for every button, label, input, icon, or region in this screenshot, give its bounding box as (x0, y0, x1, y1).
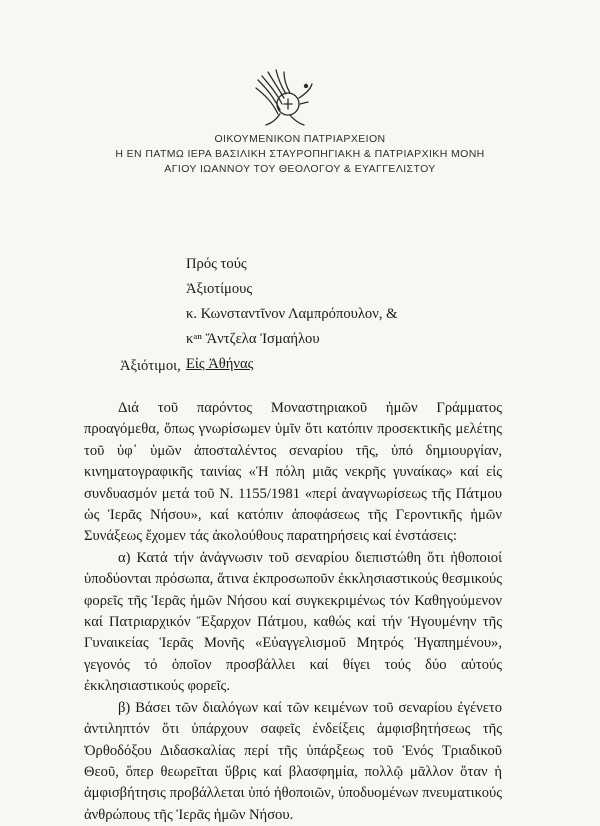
paragraph-intro: Διά τοῦ παρόντος Μοναστηριακοῦ ἡμῶν Γράμματος προαγόμεθα, ὅπως γνωρίσωμεν ὑμῖν ὅτι κατόπιν προσεκτικῆς μελέτης τοῦ ὑφ᾽ ὑμῶν ἀποσταλέντος σεναρίου τῆς, ὑπό δημιουργίαν, κινηματογραφικῆς ταινίας «Ἡ πόλη μιᾶς νεκρῆς γυναίκας» καί εἰς συνδυασμόν μετά τοῦ Ν. 1155/1981 «περί ἀναγνωρίσεως τῆς Πάτμου ὡς Ἱερᾶς Νήσου», καί κατόπιν ἀποφάσεως τῆς Γεροντικῆς ἡμῶν Συνάξεως ἔχομεν τάς ἀκολούθους παρατηρήσεις καί ἐνστάσεις: (84, 400, 502, 545)
addressee-city: Εἰς Ἀθήνας (186, 356, 254, 372)
salutation: Ἀξιότιμοι, (120, 358, 181, 374)
letter-body (84, 398, 502, 826)
paragraph-point-a: α) Κατά τήν ἀνάγνωσιν τοῦ σεναρίου διεπιστώθη ὅτι ἠθοποιοί ὑποδύονται πρόσωπα, ἅτινα ἐκπροσωποῦν ἐκκλησιαστικούς θεσμικούς φορεῖς τῆς Ἱερᾶς ἡμῶν Νήσου καί συγκεκριμένως τόν Καθηγούμενον καί Πατριαρχικόν Ἔξαρχον Πάτμου, καθώς καί τήν Ἡγουμένην τῆς Γυναικείας Ἱερᾶς Μονῆς «Εὐαγγελισμοῦ Μητρός Ἠγαπημένου», γεγονός τό ὁποῖον προσβάλλει καί θίγει τούς δύο αὐτούς ἐκκλησιαστικούς φορεῖς. (84, 549, 502, 695)
addressee-recipient-1: κ. Κωνσταντῖνον Λαμπρόπουλον, & (186, 306, 398, 322)
paragraph-point-b: β) Βάσει τῶν διαλόγων καί τῶν κειμένων τοῦ σεναρίου ἐγένετο ἀντιληπτόν ὅτι ὑπάρχουν σαφεῖς ἐνδείξεις ἀμφισβητήσεως τῆς Ὀρθοδόξου Διδασκαλίας περί τῆς ὑπάρξεως τοῦ Ἑνός Τριαδικοῦ Θεοῦ, ὅπερ θεωρεῖται ὕβρις καί βλασφημία, πολλῷ μᾶλλον ὅταν ἡ ἀμφισβήτησις προβάλλεται ὑπό ἠθοποιῶν, ὑποδυομένων πνευματικούς ἀνθρώπους τῆς Ἱερᾶς ἡμῶν Νήσου. (84, 699, 502, 823)
addressee-block (186, 252, 397, 377)
addressee-recipient-2: κᵃⁿ Ἄντζελα Ἰσμαήλου (186, 331, 320, 347)
letterhead (60, 132, 540, 177)
letterhead-saint: ΑΓΙΟΥ ΙΩΑΝΝΟΥ ΤΟΥ ΘΕΟΛΟΓΟΥ & ΕΥΑΓΓΕΛΙΣΤΟΥ (164, 163, 436, 175)
letterhead-monastery: Η ΕΝ ΠΑΤΜΩ ΙΕΡΑ ΒΑΣΙΛΙΚΗ ΣΤΑΥΡΟΠΗΓΙΑΚΗ & ΠΑΤΡΙΑΡΧΙΚΗ ΜΟΝΗ (115, 148, 485, 160)
addressee-honorific: Ἀξιοτίμους (186, 281, 253, 297)
monastery-eagle-emblem-icon (250, 68, 320, 128)
letterhead-patriarchate: ΟΙΚΟΥΜΕΝΙΚΟΝ ΠΑΤΡΙΑΡΧΕΙΟΝ (214, 133, 386, 145)
addressee-to: Πρός τούς (186, 256, 247, 272)
